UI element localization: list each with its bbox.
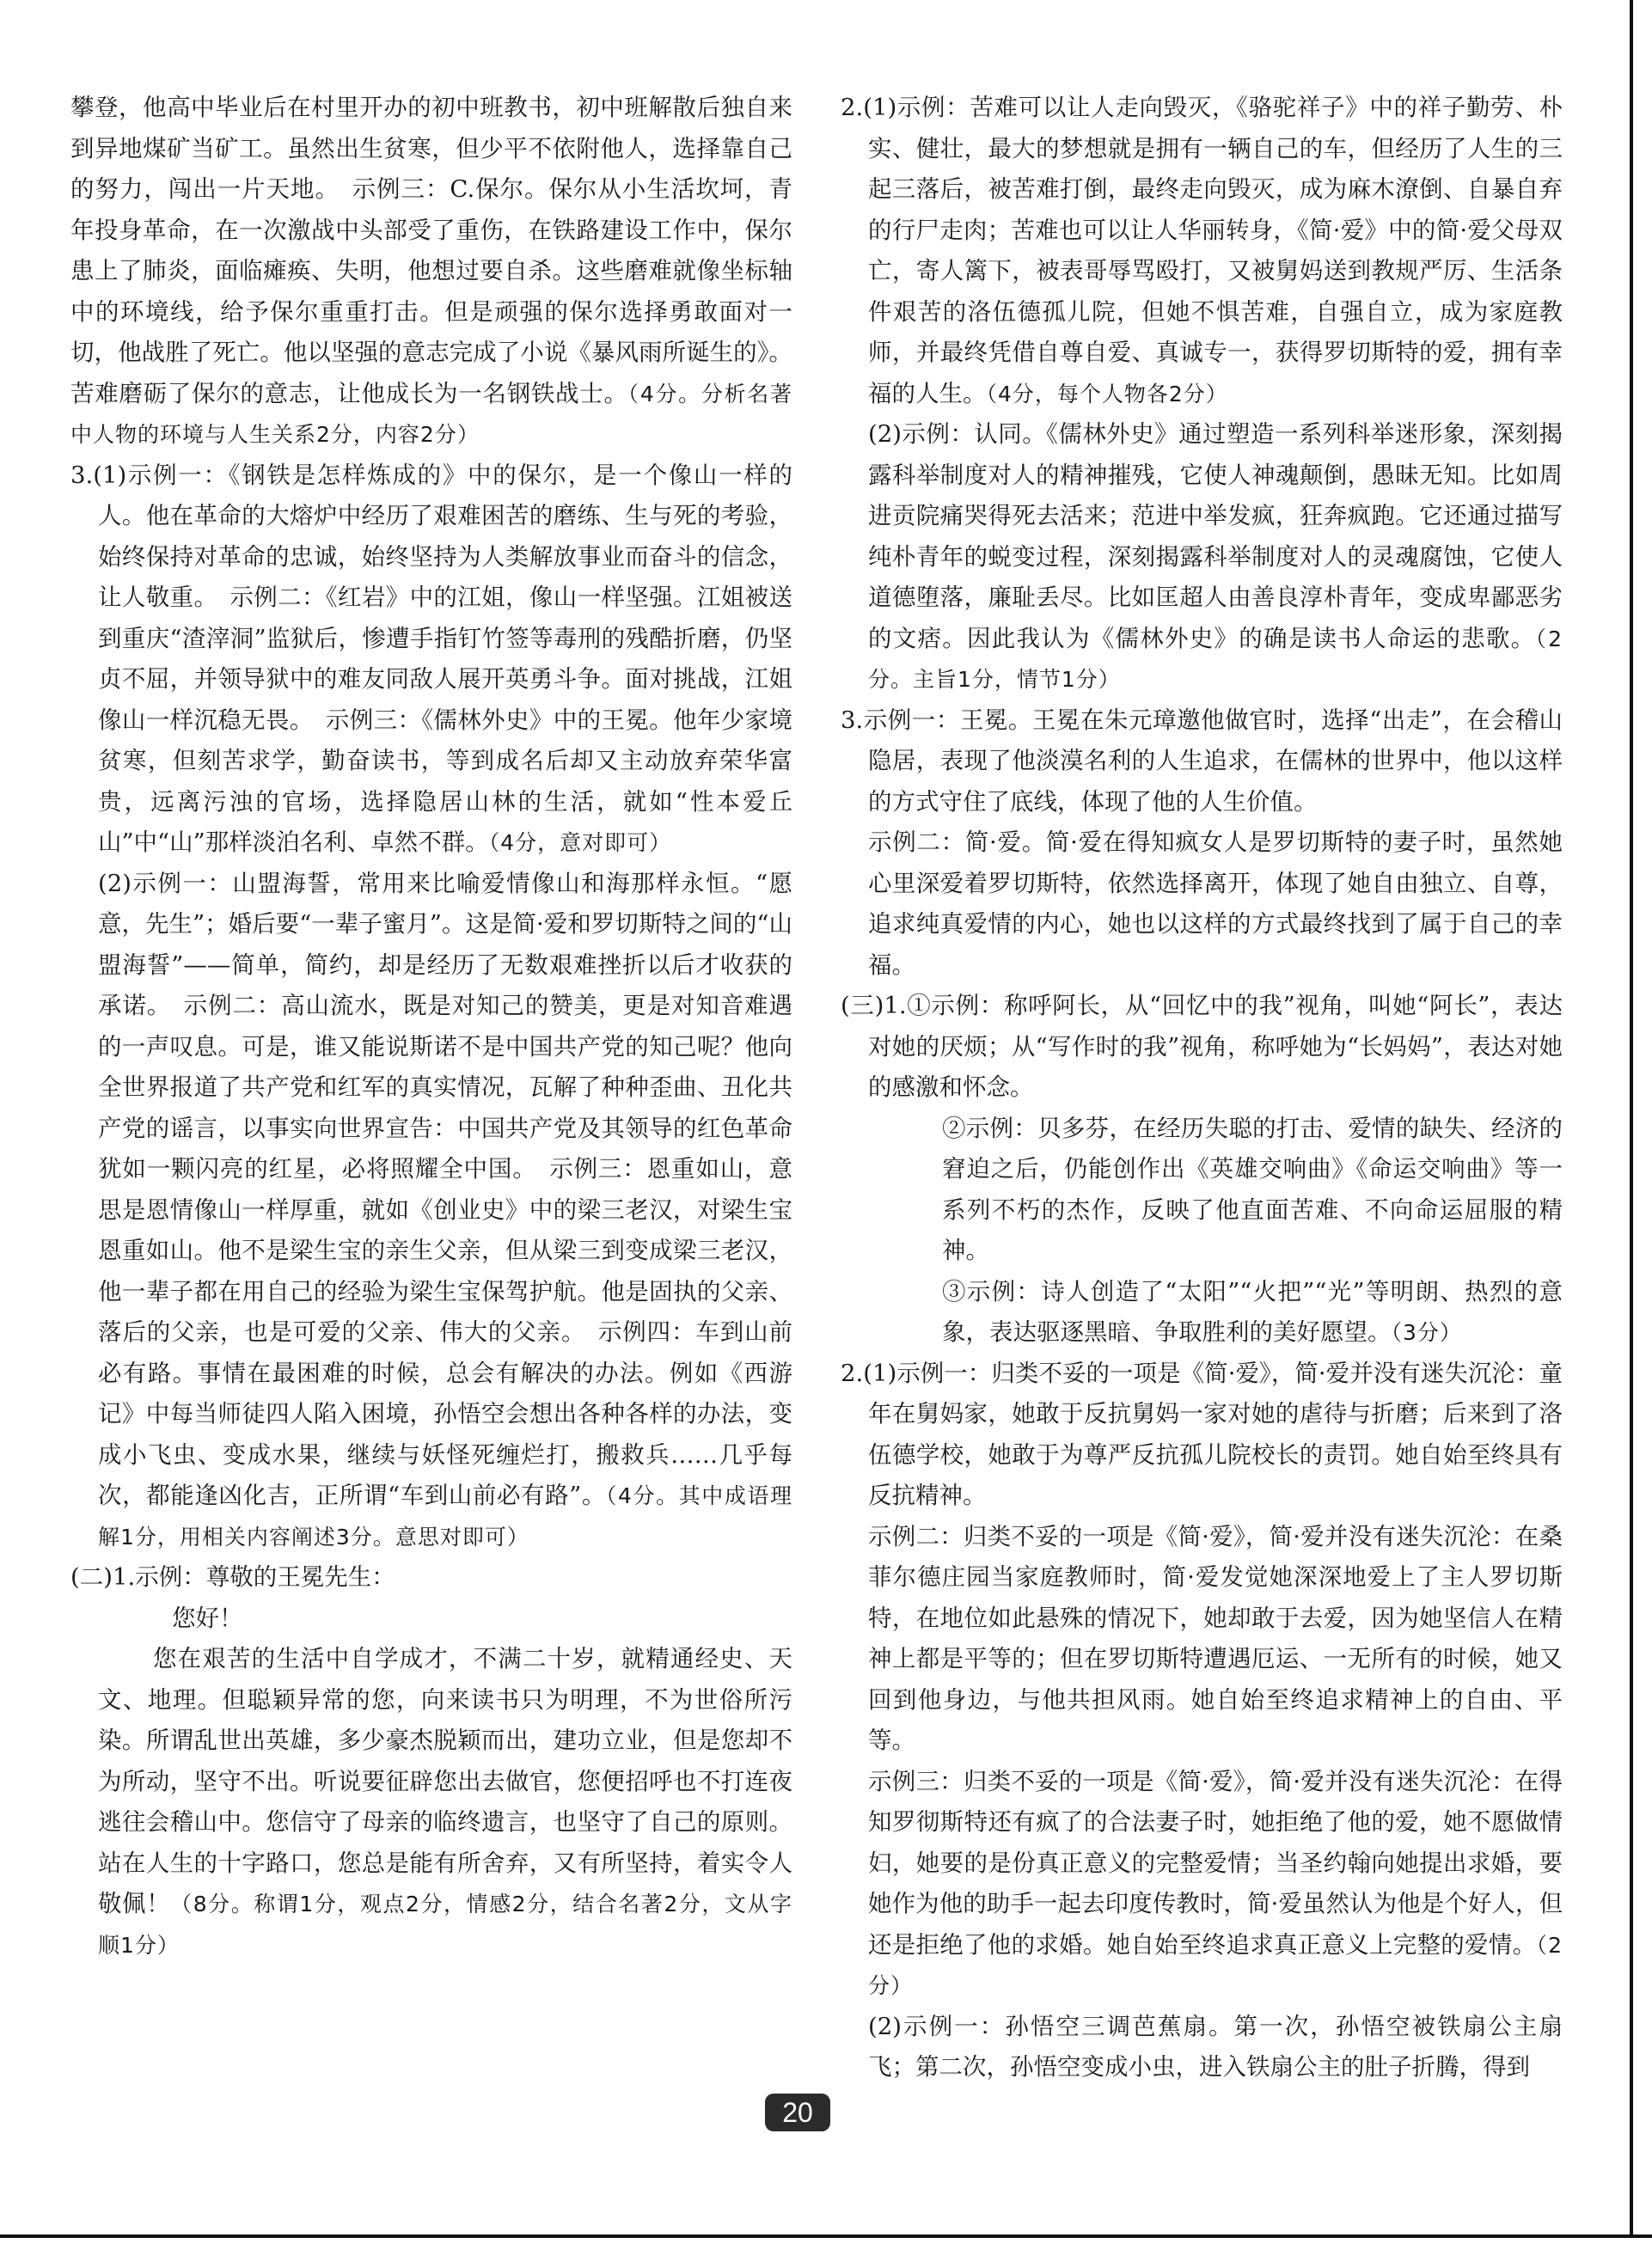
- answer-text: (2)示例一：孙悟空三调芭蕉扇。第一次，孙悟空被铁扇公主扇飞；第二次，孙悟空变成小虫，进入铁扇公主的肚子折腾，得到: [868, 2012, 1563, 2081]
- answer-paragraph: [841, 1762, 1563, 2007]
- answer-text: 3.(1)示例一：《钢铁是怎样炼成的》中的保尔，是一个像山一样的人。他在革命的大熔炉中经历了艰难困苦的磨练、生与死的考验，始终保持对革命的忠诚，始终坚持为人类解放事业而奋斗的信念，让人敬重。 示例二：《红岩》中的江姐，像山一样坚强。江姐被送到重庆“渣滓洞”监狱后，惨遭手指钉竹签等毒刑的残酷折磨，仍坚贞不屈，并领导狱中的难友同敌人展开英勇斗争。面对挑战，江姐像山一样沉稳无畏。 示例三：《儒林外史》中的王冕。他年少家境贫寒，但刻苦求学，勤奋读书，等到成名后却又主动放弃荣华富贵，远离污浊的官场，选择隐居山林的生活，就如“性本爱丘山”中“山”那样淡泊名利、卓然不群。: [70, 461, 792, 856]
- answer-text: ③示例：诗人创造了“太阳”“火把”“光”等明朗、热烈的意象，表达驱逐黑暗、争取胜利的美好愿望。: [942, 1277, 1563, 1346]
- answer-paragraph: [70, 1599, 792, 1640]
- right-column: [841, 88, 1563, 2088]
- answer-paragraph: [70, 864, 792, 1558]
- page-number-badge: 20: [765, 2094, 830, 2131]
- answer-text: ②示例：贝多芬，在经历失聪的打击、爱情的缺失、经济的窘迫之后，仍能创作出《英雄交响曲》《命运交响曲》等一系列不朽的杰作，反映了他直面苦难、不向命运屈服的精神。: [942, 1114, 1563, 1264]
- answer-paragraph: [841, 88, 1563, 414]
- answer-text: 您好！: [172, 1604, 243, 1632]
- answer-text: (2)示例一：山盟海誓，常用来比喻爱情像山和海那样永恒。“愿意，先生”；婚后要“一辈子蜜月”。这是简·爱和罗切斯特之间的“山盟海誓”——简单，简约，却是经历了无数艰难挫折以后才收获的承诺。 示例二：高山流水，既是对知己的赞美，更是对知音难遇的一声叹息。可是，谁又能说斯诺不是中国共产党的知己呢？他向全世界报道了共产党和红军的真实情况，瓦解了种种歪曲、丑化共产党的谣言，以事实向世界宣告：中国共产党及其领导的红色革命犹如一颗闪亮的红星，必将照耀全中国。 示例三：恩重如山，意思是恩情像山一样厚重，就如《创业史》中的梁三老汉，对梁生宝恩重如山。他不是梁生宝的亲生父亲，但从梁三到变成梁三老汉，他一辈子都在用自己的经验为梁生宝保驾护航。他是固执的父亲、落后的父亲，也是可爱的父亲、伟大的父亲。 示例四：车到山前必有路。事情在最困难的时候，总会有解决的办法。例如《西游记》中每当师徒四人陷入困境，孙悟空会想出各种各样的办法，变成小飞虫、变成水果，继续与妖怪死缠烂打，搬救兵……几乎每次，都能逢凶化吉，正所谓“车到山前必有路”。: [98, 869, 792, 1509]
- answer-text: (三)1.①示例：称呼阿长，从“回忆中的我”视角，叫她“阿长”，表达对她的厌烦；从“写作时的我”视角，称呼她为“长妈妈”，表达对她的感激和怀念。: [841, 992, 1563, 1101]
- answer-paragraph: [841, 1109, 1563, 1272]
- scoring-note: （4分。其中成语理解1分，用相关内容阐述3分。意思对即可）: [98, 1483, 792, 1550]
- answer-paragraph: [841, 414, 1563, 700]
- answer-paragraph: [841, 986, 1563, 1109]
- answer-paragraph: [841, 1272, 1563, 1354]
- scoring-note: （2分）: [868, 1932, 1563, 1998]
- answer-paragraph: [70, 1557, 792, 1599]
- answer-paragraph: [70, 1639, 792, 1965]
- answer-text: (2)示例：认同。《儒林外史》通过塑造一系列科举迷形象，深刻揭露科举制度对人的精神摧残，它使人神魂颠倒，愚昧无知。比如周进贡院痛哭得死去活来；范进中举发疯，狂奔疯跑。它还通过描写纯朴青年的蜕变过程，深刻揭露科举制度对人的灵魂腐蚀，它使人道德堕落，廉耻丢尽。比如匡超人由善良淳朴青年，变成卑鄙恶劣的文痞。因此我认为《儒林外史》的确是读书人命运的悲歌。: [868, 420, 1563, 652]
- answer-text: 2.(1)示例：苦难可以让人走向毁灭，《骆驼祥子》中的祥子勤劳、朴实、健壮，最大的梦想就是拥有一辆自己的车，但经历了人生的三起三落后，被苦难打倒，最终走向毁灭，成为麻木潦倒、自暴自弃的行尸走肉；苦难也可以让人华丽转身，《简·爱》中的简·爱父母双亡，寄人篱下，被表哥辱骂殴打，又被舅妈送到教规严厉、生活条件艰苦的洛伍德孤儿院，但她不惧苦难，自强自立，成为家庭教师，并最终凭借自尊自爱、真诚专一，获得罗切斯特的爱，拥有幸福的人生。: [841, 94, 1563, 407]
- scoring-note: （4分，每个人物各2分）: [986, 381, 1228, 407]
- scoring-note: （2分。主旨1分，情节1分）: [868, 626, 1563, 692]
- answer-paragraph: [841, 1354, 1563, 1517]
- answer-text: 攀登，他高中毕业后在村里开办的初中班教书，初中班解散后独自来到异地煤矿当矿工。虽然出生贫寒，但少平不依附他人，选择靠自己的努力，闯出一片天地。 示例三：C.保尔。保尔从小生活坎坷，青年投身革命，在一次激战中头部受了重伤，在铁路建设工作中，保尔患上了肺炎，面临瘫痪、失明，他想过要自杀。这些磨难就像坐标轴中的环境线，给予保尔重重打击。但是顽强的保尔选择勇敢面对一切，他战胜了死亡。他以坚强的意志完成了小说《暴风雨所诞生的》。苦难磨砺了保尔的意志，让他成长为一名钢铁战士。: [70, 94, 792, 407]
- answer-text: 示例二：简·爱。简·爱在得知疯女人是罗切斯特的妻子时，虽然她心里深爱着罗切斯特，依然选择离开，体现了她自由独立、自尊，追求纯真爱情的内心，她也以这样的方式最终找到了属于自己的幸福。: [868, 828, 1563, 979]
- answer-paragraph: [70, 455, 792, 864]
- answer-paragraph: [70, 88, 792, 455]
- scoring-note: （8分。称谓1分，观点2分，情感2分，结合名著2分，文从字顺1分）: [98, 1892, 793, 1958]
- left-column: [70, 88, 792, 1965]
- scoring-note: （4分。分析名著中人物的环境与人生关系2分，内容2分）: [70, 381, 792, 447]
- answer-text: 3.示例一：王冕。王冕在朱元璋邀他做官时，选择“出走”，在会稽山隐居，表现了他淡漠名利的人生追求，在儒林的世界中，他以这样的方式守住了底线，体现了他的人生价值。: [841, 706, 1563, 816]
- scoring-note: （4分，意对即可）: [488, 830, 672, 855]
- answer-text: 您在艰苦的生活中自学成才，不满二十岁，就精通经史、天文、地理。但聪颖异常的您，向来读书只为明理，不为世俗所污染。所谓乱世出英雄，多少豪杰脱颖而出，建功立业，但是您却不为所动，坚守不出。听说要征辟您出去做官，您便招呼也不打连夜逃往会稽山中。您信守了母亲的临终遗言，也坚守了自己的原则。站在人生的十字路口，您总是能有所舍弃，又有所坚持，着实令人敬佩！: [98, 1645, 792, 1917]
- answer-paragraph: [841, 822, 1563, 986]
- page-border-bottom: [0, 2234, 1652, 2238]
- answer-text: (二)1.示例：尊敬的王冕先生：: [70, 1563, 395, 1591]
- answer-text: 示例三：归类不妥的一项是《简·爱》，简·爱并没有迷失沉沦：在得知罗彻斯特还有疯了的合法妻子时，她拒绝了他的爱，她不愿做情妇，她要的是份真正意义的完整爱情；当圣约翰向她提出求婚，要她作为他的助手一起去印度传教时，简·爱虽然认为他是个好人，但还是拒绝了他的求婚。她自始至终追求真正意义上完整的爱情。: [868, 1767, 1563, 1959]
- answer-text: 2.(1)示例一：归类不妥的一项是《简·爱》，简·爱并没有迷失沉沦：童年在舅妈家，她敢于反抗舅妈一家对她的虐待与折磨；后来到了洛伍德学校，她敢于为尊严反抗孤儿院校长的责罚。她自始至终具有反抗精神。: [841, 1359, 1563, 1509]
- scoring-note: （3分）: [1391, 1320, 1462, 1345]
- answer-text: 示例二：归类不妥的一项是《简·爱》，简·爱并没有迷失沉沦：在桑菲尔德庄园当家庭教师时，简·爱发觉她深深地爱上了主人罗切斯特，在地位如此悬殊的情况下，她却敢于去爱，因为她坚信人在精神上都是平等的；但在罗切斯特遭遇厄运、一无所有的时候，她又回到他身边，与他共担风雨。她自始至终追求精神上的自由、平等。: [868, 1522, 1563, 1754]
- page-border-right: [1630, 0, 1633, 2238]
- answer-paragraph: [841, 2007, 1563, 2088]
- answer-paragraph: [841, 1517, 1563, 1762]
- answer-paragraph: [841, 700, 1563, 823]
